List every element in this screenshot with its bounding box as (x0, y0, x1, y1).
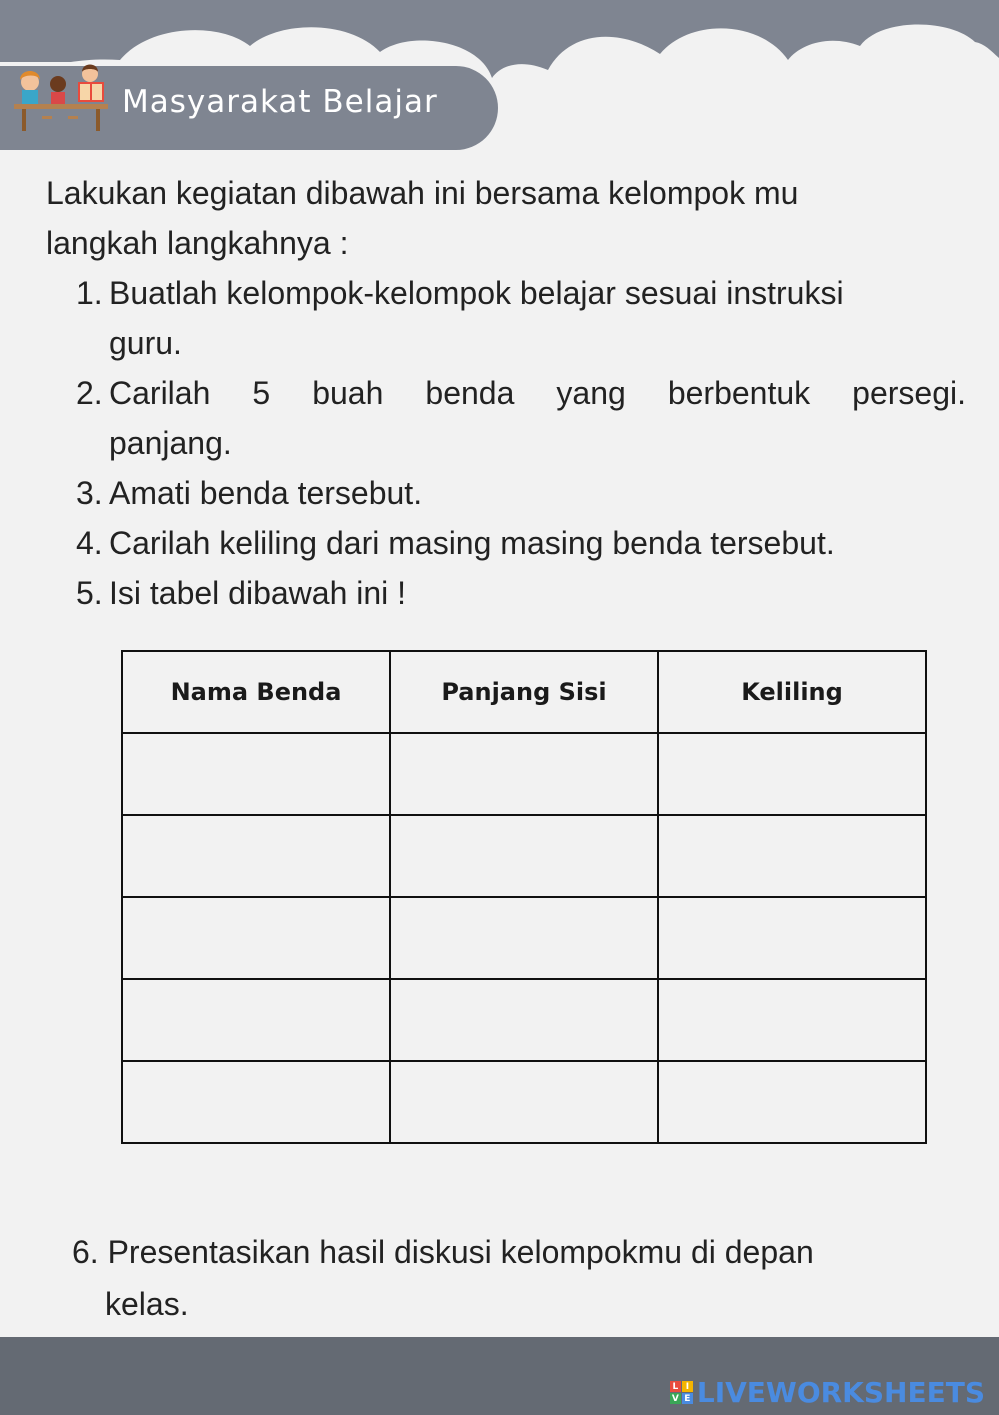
header-keliling: Keliling (658, 651, 926, 733)
logo-letter: L (670, 1381, 681, 1392)
liveworksheets-brand[interactable] (670, 1376, 985, 1409)
header-panjang-sisi: Panjang Sisi (390, 651, 658, 733)
step-number: 5. (76, 575, 103, 611)
logo-letter: I (682, 1381, 693, 1392)
intro-line-2: langkah langkahnya : (46, 225, 349, 261)
liveworksheets-logo-icon (670, 1381, 693, 1404)
answer-cell[interactable] (122, 979, 390, 1061)
step-text-continued: guru. (109, 325, 182, 361)
table-row (122, 1061, 926, 1143)
brand-name: LIVEWORKSHEETS (696, 1376, 985, 1409)
step-text: Carilah keliling dari masing masing benda tersebut. (109, 525, 835, 561)
logo-letter: E (682, 1393, 693, 1404)
step-number: 4. (76, 525, 103, 561)
answer-cell[interactable] (390, 733, 658, 815)
table-row (122, 733, 926, 815)
answer-cell[interactable] (658, 1061, 926, 1143)
answer-cell[interactable] (122, 897, 390, 979)
step-text: Amati benda tersebut. (109, 475, 423, 511)
intro-line-1: Lakukan kegiatan dibawah ini bersama kelompok mu (46, 175, 799, 211)
answer-cell[interactable] (390, 815, 658, 897)
answer-cell[interactable] (658, 897, 926, 979)
answer-cell[interactable] (122, 815, 390, 897)
step-number: 2. (76, 375, 103, 411)
table-header-row (122, 651, 926, 733)
step-6 (72, 1226, 814, 1330)
answer-cell[interactable] (390, 1061, 658, 1143)
answer-cell[interactable] (390, 979, 658, 1061)
answer-cell[interactable] (122, 733, 390, 815)
answer-cell[interactable] (390, 897, 658, 979)
logo-letter: V (670, 1393, 681, 1404)
step-text-continued: panjang. (109, 425, 232, 461)
step-number: 3. (76, 475, 103, 511)
answer-table (121, 650, 927, 1144)
step-text: Buatlah kelompok-kelompok belajar sesuai instruksi (109, 275, 844, 311)
step-number: 1. (76, 275, 103, 311)
students-reading-illustration (8, 60, 112, 134)
header-nama-benda: Nama Benda (122, 651, 390, 733)
worksheet-title: Masyarakat Belajar (122, 84, 438, 120)
intro-paragraph (46, 168, 798, 268)
step-6-line-1: 6. Presentasikan hasil diskusi kelompokmu di depan (72, 1234, 814, 1270)
answer-cell[interactable] (658, 815, 926, 897)
answer-cell[interactable] (122, 1061, 390, 1143)
answer-cell[interactable] (658, 979, 926, 1061)
table-row (122, 897, 926, 979)
step-6-line-2: kelas. (105, 1286, 189, 1322)
answer-cell[interactable] (658, 733, 926, 815)
table-row (122, 815, 926, 897)
step-text: Carilah 5 buah benda yang berbentuk persegi. (109, 375, 966, 411)
footer-bar (0, 1337, 999, 1415)
table-row (122, 979, 926, 1061)
step-text: Isi tabel dibawah ini ! (109, 575, 407, 611)
